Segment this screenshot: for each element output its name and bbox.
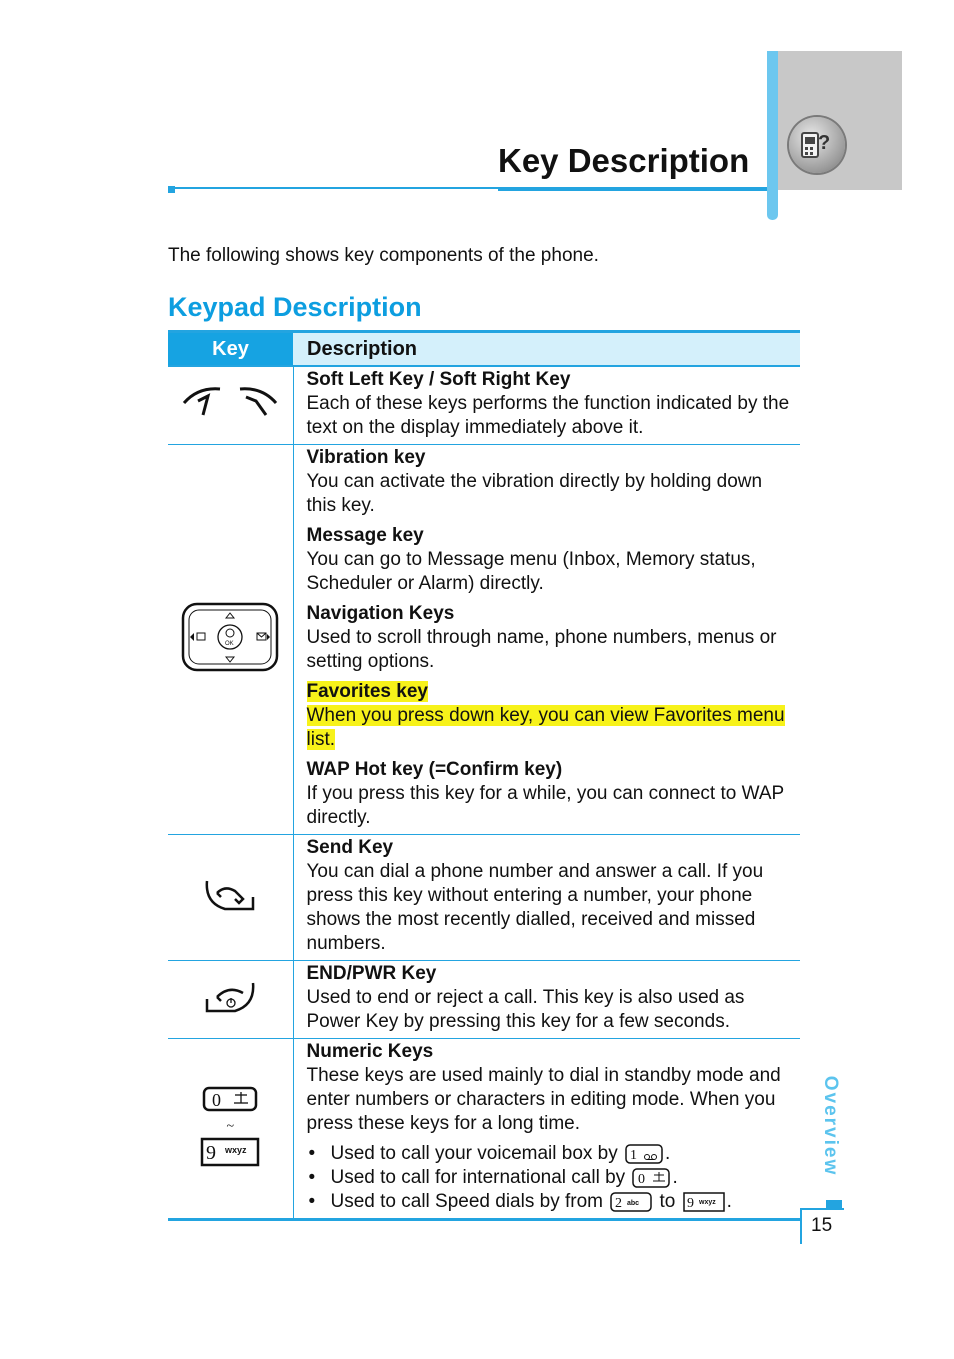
key-cell: [168, 835, 293, 961]
svg-text:1: 1: [630, 1147, 638, 1163]
list-item: [307, 1166, 795, 1190]
end-power-key-icon: [203, 979, 257, 1015]
side-label-text: Overview: [820, 1075, 841, 1177]
key-cell: [168, 366, 293, 445]
entry-text: You can activate the vibration directly by holding down this key.: [306, 471, 763, 516]
navigation-pad-icon: [181, 602, 279, 672]
page-number-accent: [826, 1200, 842, 1208]
entry-text: You can dial a phone number and answer a call. If you press this key without entering a number, your phone shows the most recently dialled, received and missed numbers.: [306, 861, 764, 954]
key-cell: [168, 445, 293, 835]
description-cell: [293, 1039, 800, 1220]
entry-text: You can go to Message menu (Inbox, Memory status, Scheduler or Alarm) directly.: [306, 549, 756, 594]
entry-title-highlighted: Favorites key: [306, 681, 428, 702]
bullet-text: Used to call for international call by: [330, 1167, 626, 1188]
svg-text:abc: abc: [627, 1199, 640, 1207]
entry-text: Used to scroll through name, phone numbers, menus or setting options.: [306, 627, 777, 672]
entry-text: Used to end or reject a call. This key is also used as Power Key by pressing this key for a few seconds.: [306, 987, 745, 1032]
intro-text: The following shows key components of the phone.: [168, 245, 599, 266]
bullet-suffix: .: [665, 1143, 671, 1164]
header-grey-panel: [776, 51, 902, 190]
page-title: Key Description: [498, 142, 750, 179]
svg-text:0: 0: [638, 1171, 646, 1187]
entry-favorites-key: [307, 680, 795, 752]
svg-text:?: ?: [818, 132, 831, 154]
bullet-suffix: .: [726, 1191, 732, 1212]
title-underline-dot: [168, 186, 175, 193]
zero-key-icon: [202, 1086, 258, 1112]
entry-title: Message key: [306, 525, 424, 546]
two-key-icon: [610, 1192, 652, 1212]
description-cell: [293, 445, 800, 835]
entry-soft-keys: [307, 368, 795, 440]
entry-wap-hot-key: [307, 758, 795, 830]
table-row: [168, 366, 800, 445]
section-title: Keypad Description: [168, 292, 422, 322]
one-key-icon: [625, 1144, 663, 1164]
svg-text:OK: OK: [225, 641, 234, 647]
table-row: [168, 445, 800, 835]
table-row: [168, 1039, 800, 1220]
keypad-table: [168, 330, 800, 1221]
numeric-bullets: [307, 1142, 795, 1214]
nine-key-icon: [200, 1137, 260, 1167]
entry-title: Navigation Keys: [306, 603, 455, 624]
nine-key-small-icon: [683, 1192, 725, 1212]
entry-navigation-keys: [307, 602, 795, 674]
zero-key-small-icon: [632, 1168, 670, 1188]
svg-text:wxyz: wxyz: [698, 1198, 716, 1206]
side-section-label: [818, 1057, 844, 1197]
numeric-range-top: 0: [212, 1089, 222, 1110]
key-cell: [168, 961, 293, 1039]
numeric-keys-icon: [200, 1086, 260, 1172]
entry-title: Vibration key: [306, 447, 426, 468]
svg-text:9: 9: [686, 1195, 694, 1211]
key-cell: [168, 1039, 293, 1220]
numeric-range-tilde: ~: [226, 1118, 235, 1134]
entry-title: Numeric Keys: [306, 1041, 434, 1062]
entry-text: These keys are used mainly to dial in standby mode and enter numbers or characters in editing mode. When you press these keys for a long time.: [306, 1065, 781, 1134]
entry-text: Each of these keys performs the function indicated by the text on the display immediately above it.: [306, 393, 790, 438]
send-key-icon: [203, 877, 257, 913]
soft-keys-icon: [180, 381, 280, 425]
bullet-suffix: .: [672, 1167, 678, 1188]
description-cell: [293, 366, 800, 445]
entry-message-key: [307, 524, 795, 596]
list-item: [307, 1142, 795, 1166]
entry-title: Send Key: [306, 837, 394, 858]
entry-text-highlighted: When you press down key, you can view Favorites menu list.: [306, 705, 785, 750]
entry-end-pwr-key: [307, 962, 795, 1034]
table-row: [168, 961, 800, 1039]
page-number: 15: [811, 1215, 833, 1236]
column-header-key: Key: [168, 332, 293, 367]
entry-vibration-key: [307, 446, 795, 518]
list-item: [307, 1190, 795, 1214]
description-cell: [293, 835, 800, 961]
column-header-description: Description: [293, 332, 800, 367]
table-header-row: [168, 332, 800, 367]
entry-send-key: [307, 836, 795, 956]
entry-title: WAP Hot key (=Confirm key): [306, 759, 563, 780]
numeric-range-bottom-sub: wxyz: [225, 1144, 247, 1155]
bullet-text: Used to call Speed dials by from: [330, 1191, 603, 1212]
question-mark-phone-icon: [789, 117, 845, 173]
table-row: [168, 835, 800, 961]
description-cell: [293, 961, 800, 1039]
entry-text: If you press this key for a while, you can connect to WAP directly.: [306, 783, 784, 828]
numeric-range-bottom: 9: [206, 1141, 217, 1164]
bullet-middle: to: [659, 1191, 676, 1212]
bullet-text: Used to call your voicemail box by: [330, 1143, 618, 1164]
svg-text:2: 2: [615, 1195, 623, 1211]
entry-title: END/PWR Key: [306, 963, 437, 984]
entry-numeric-keys: [307, 1040, 795, 1136]
title-underline-accent: [498, 187, 767, 191]
entry-title: Soft Left Key / Soft Right Key: [306, 369, 571, 390]
header-blue-tab: [767, 51, 778, 220]
